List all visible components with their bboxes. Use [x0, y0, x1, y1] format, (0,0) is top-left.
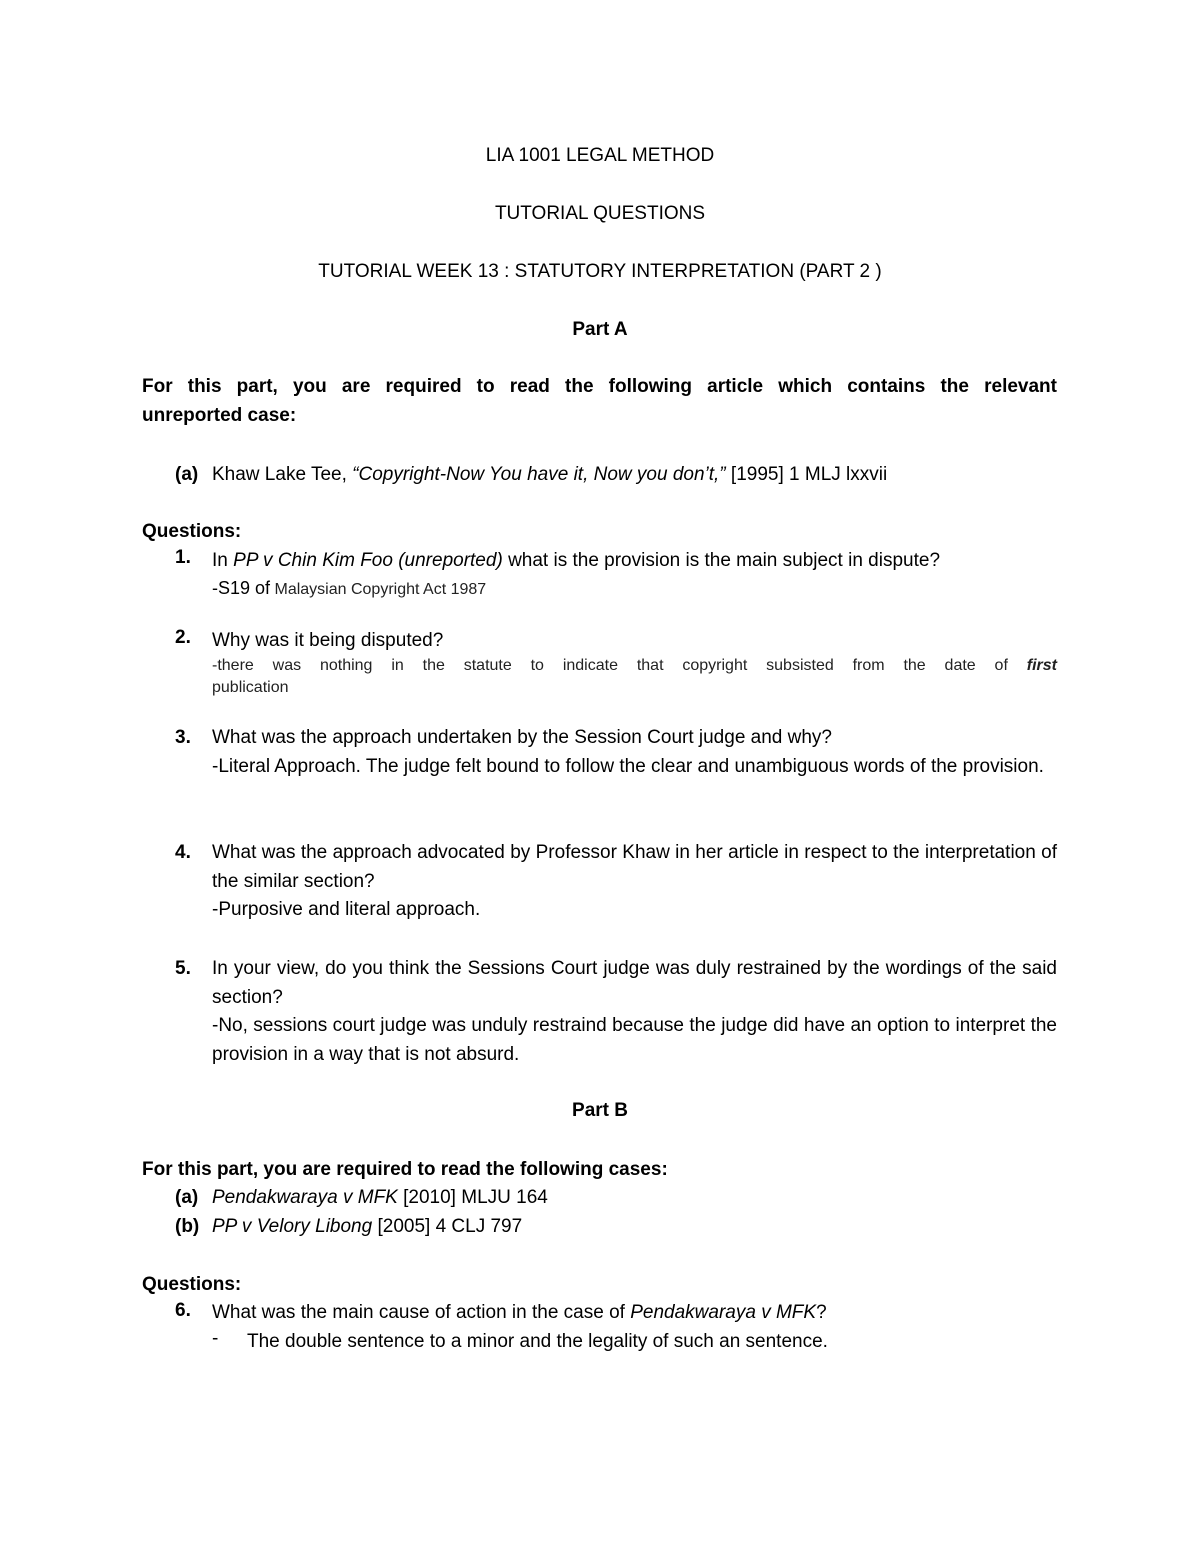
- question-6-suffix: ?: [816, 1302, 827, 1323]
- question-6-number: 6.: [175, 1300, 191, 1321]
- part-a-intro-line2: unreported case:: [142, 405, 297, 426]
- part-a-heading: Part A: [572, 319, 628, 340]
- question-6-text: [212, 1299, 1057, 1328]
- document-subtitle: TUTORIAL QUESTIONS: [494, 203, 706, 224]
- question-4-number: 4.: [175, 842, 191, 863]
- part-b-heading: Part B: [572, 1100, 628, 1121]
- question-1-answer: [212, 577, 1057, 601]
- question-6-case: Pendakwaraya v MFK: [630, 1302, 817, 1323]
- question-6-answer: The double sentence to a minor and the legality of such an sentence.: [247, 1331, 828, 1352]
- question-3-number: 3.: [175, 727, 191, 748]
- question-4-block: [212, 839, 1057, 925]
- question-5-block: [212, 955, 1057, 1069]
- part-a-questions-heading: Questions:: [142, 521, 242, 542]
- question-2-answer-main: -there was nothing in the statute to indicate that copyright subsisted from the date of: [212, 657, 1008, 674]
- case-reference-b-name: PP v Velory Libong: [212, 1216, 373, 1237]
- part-b-questions-heading: Questions:: [142, 1274, 242, 1295]
- part-a-intro-line1: For this part, you are required to read the following article which contains the relevant: [142, 376, 1057, 397]
- question-1-suffix: what is the provision is the main subject in dispute?: [508, 550, 941, 571]
- question-5-text: In your view, do you think the Sessions Court judge was duly restrained by the wordings of the said section?: [212, 958, 1057, 1008]
- reference-title: “Copyright-Now You have it, Now you don’t,”: [352, 464, 726, 485]
- case-reference-a-label: (a): [175, 1187, 199, 1208]
- question-4-answer: -Purposive and literal approach.: [212, 899, 481, 920]
- part-b-intro: For this part, you are required to read the following cases:: [142, 1159, 668, 1180]
- question-1-case: PP v Chin Kim Foo (unreported): [233, 550, 503, 571]
- question-3-answer: -Literal Approach. The judge felt bound to follow the clear and unambiguous words of the provision.: [212, 755, 1044, 777]
- question-5-number: 5.: [175, 958, 191, 979]
- question-2-answer-line2: publication: [212, 679, 289, 696]
- question-1-number: 1.: [175, 547, 191, 568]
- question-3-block: [212, 724, 1057, 781]
- reference-author: Khaw Lake Tee,: [212, 464, 347, 485]
- question-2-text: Why was it being disputed?: [212, 630, 444, 651]
- question-4-text: What was the approach advocated by Professor Khaw in her article in respect to the interpretation of the similar section?: [212, 842, 1057, 892]
- course-title: LIA 1001 LEGAL METHOD: [485, 145, 715, 166]
- question-1-prefix: In: [212, 550, 228, 571]
- reference-label: (a): [175, 464, 199, 485]
- question-1-answer-prefix: -S19 of: [212, 578, 271, 598]
- question-2-number: 2.: [175, 627, 191, 648]
- case-reference-a: [175, 1184, 548, 1212]
- article-reference: [175, 461, 887, 489]
- case-reference-b-label: (b): [175, 1216, 200, 1237]
- case-reference-a-citation: [2010] MLJU 164: [403, 1187, 548, 1208]
- case-reference-b: [175, 1213, 522, 1241]
- question-5-answer: -No, sessions court judge was unduly restraind because the judge did have an option to interpret the provision in a way that is not absurd.: [212, 1015, 1057, 1065]
- tutorial-topic: TUTORIAL WEEK 13 : STATUTORY INTERPRETATION (PART 2 ): [318, 261, 882, 282]
- question-6-answer-dash: -: [212, 1328, 219, 1349]
- case-reference-a-name: Pendakwaraya v MFK: [212, 1187, 398, 1208]
- question-6-prefix: What was the main cause of action in the case of: [212, 1302, 625, 1323]
- question-1-text: [212, 547, 1057, 576]
- case-reference-b-citation: [2005] 4 CLJ 797: [377, 1216, 523, 1237]
- question-3-text: What was the approach undertaken by the Session Court judge and why?: [212, 727, 832, 748]
- question-1-answer-rest: Malaysian Copyright Act 1987: [274, 581, 487, 598]
- reference-citation: [1995] 1 MLJ lxxvii: [730, 464, 888, 485]
- question-2-answer-emphasis: first: [1026, 657, 1057, 674]
- question-2-answer-line1: [212, 655, 1057, 677]
